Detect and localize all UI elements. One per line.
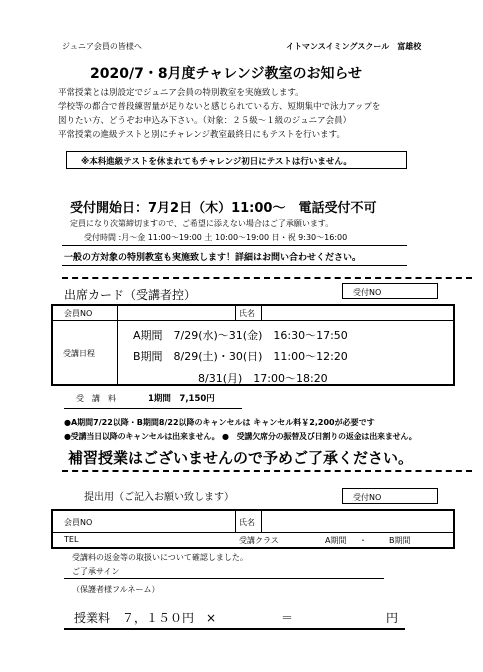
tel-label: TEL (64, 535, 79, 544)
fee-label: 受 講 料 (76, 394, 116, 403)
makeup-notice: 補習授業はございませんので予めご了承ください。 (68, 449, 414, 467)
reception-heading: 受付開始日：7月2日（木）11:00～ 電話受付不可 (70, 201, 377, 216)
member-no-label: 会員NO (64, 309, 93, 318)
period-b-extra: 8/31(月) 17:00～18:20 (198, 372, 328, 385)
page-title: 2020/7・8月度チャレンジ教室のお知らせ (90, 66, 363, 82)
total-label: 授業料 ７，１５０円 × (74, 611, 217, 625)
name-label: 氏名 (239, 518, 255, 527)
yen-unit: 円 (386, 611, 399, 625)
consent-label: ご了承サイン (72, 567, 120, 576)
period-a: A期間 7/29(水)～31(金) 16:30～17:50 (133, 329, 348, 342)
cancel-note: ●受講当日以降のキャンセルは出来ません。 ● 受講欠席分の振替及び日割りの返金は出来ません。 (64, 432, 417, 441)
period-b: B期間 8/29(土)・30(日) 11:00～12:20 (133, 350, 348, 363)
cancel-note: ●A期間7/22以降・B期間8/22以降のキャンセルは キャンセル料￥2,200が必要です (64, 418, 375, 427)
notice-box (66, 151, 407, 169)
cut-line (62, 277, 472, 279)
reception-no-label: 受付NO (353, 493, 382, 502)
reception-no-box[interactable] (342, 283, 438, 299)
separator-dot: ・ (359, 536, 367, 545)
intro-line: 平常授業の進級テストと別にチャレンジ教室最終日にもテストを行います。 (58, 130, 345, 140)
divider (62, 265, 407, 266)
schedule-label: 受講日程 (63, 349, 95, 358)
name-label: 氏名 (239, 309, 255, 318)
school-name: イトマンスイミングスクール 富雄校 (286, 42, 422, 51)
guardian-label: （保護者様フルネーム） (72, 585, 160, 594)
table-rule (261, 511, 262, 532)
submission-heading: 提出用（ご記入お願い致します） (84, 492, 234, 503)
attendance-heading: 出席カード（受講者控） (64, 288, 197, 302)
signature-line[interactable] (64, 578, 384, 579)
intro-text (58, 86, 380, 142)
reception-hours: 受付時間 :月～金 11:00～19:00 土 10:00～19:00 日・祝 9:30～16:00 (84, 233, 348, 242)
table-rule (261, 306, 262, 320)
intro-line: 平常授業とは別設定でジュニア会員の特別教室を実施致します。 (58, 88, 304, 98)
period-a-option[interactable]: A期間 (325, 536, 347, 545)
reception-no-label: 受付NO (353, 288, 382, 297)
fee-value: 1期間 7,150円 (148, 394, 215, 404)
general-class-text: 一般の方対象の特別教室も実施致します！詳細はお問い合わせください。 (64, 253, 362, 263)
period-b-option[interactable]: B期間 (389, 536, 411, 545)
reception-note: 定員になり次第締切ますので、ご希望に添えない場合はご了承願います。 (70, 219, 334, 228)
divider (62, 245, 407, 246)
notice-text: ※本科進級テストを休まれてもチャレンジ初日にテストは行いません。 (81, 157, 352, 167)
table-rule (53, 532, 453, 533)
equals-sign: ＝ (281, 611, 294, 625)
reception-no-box[interactable] (342, 488, 438, 504)
table-rule (53, 320, 453, 321)
cut-line (62, 470, 472, 472)
intro-line: 図りたい方、どうぞお申込み下さい。（対象：２５級～１級のジュニア会員） (58, 116, 352, 126)
table-rule (117, 306, 118, 384)
table-rule (235, 511, 236, 532)
attendance-table (51, 304, 455, 386)
recipient-line: ジュニア会員の皆様へ (62, 42, 142, 51)
submission-table (51, 509, 455, 549)
fee-underline (64, 408, 242, 409)
total-underline (64, 628, 405, 630)
table-rule (235, 306, 236, 320)
intro-line: 学校等の都合で普段練習量が足りないと感じられている方、短期集中で泳力アップを (58, 102, 381, 112)
refund-note: 受講料の返金等の取扱いについて確認しました。 (72, 553, 248, 562)
member-no-label: 会員NO (64, 518, 93, 527)
class-label: 受講クラス (239, 536, 279, 545)
